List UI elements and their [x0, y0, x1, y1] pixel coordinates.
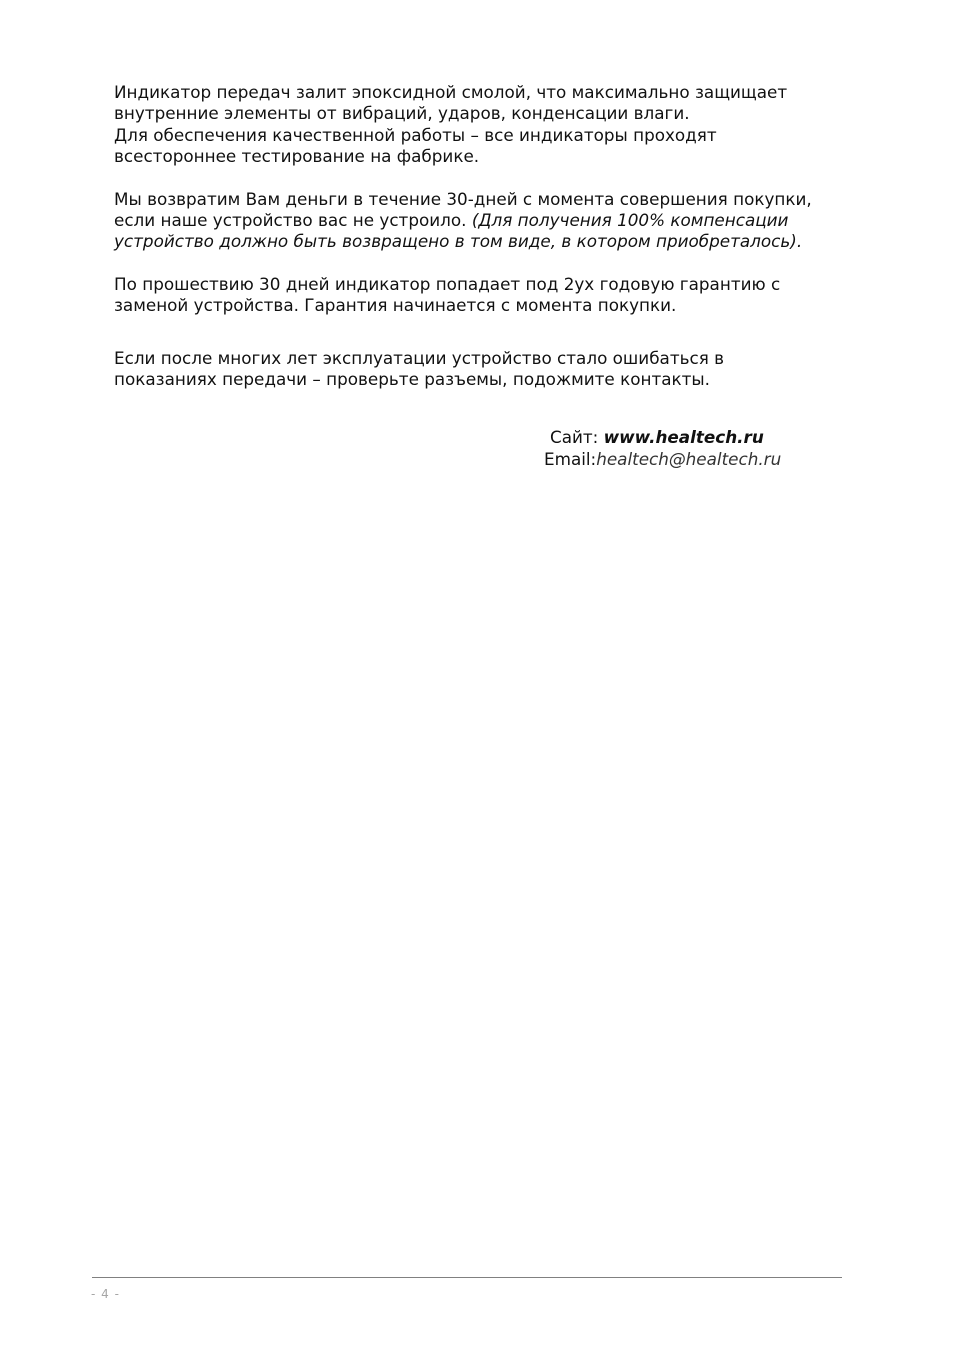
paragraph-warranty — [114, 274, 854, 317]
page-number: - 4 - — [91, 1287, 120, 1301]
body-text — [114, 82, 854, 390]
footer-divider — [92, 1277, 842, 1278]
text-line: Мы возвратим Вам деньги в течение 30-дней с момента совершения покупки, — [114, 188, 812, 209]
email-label: Email: — [544, 449, 597, 469]
contact-block — [540, 426, 840, 470]
site-label: Сайт: — [550, 427, 604, 447]
text-line: По прошествию 30 дней индикатор попадает под 2ух годовую гарантию с — [114, 273, 781, 294]
text-line: Индикатор передач залит эпоксидной смолой, что максимально защищает — [114, 82, 788, 102]
refund-note: (Для получения 100% компенсации — [471, 210, 789, 231]
refund-note: устройство должно быть возвращено в том виде, в котором приобреталось). — [114, 231, 803, 252]
site-row — [540, 426, 840, 448]
text-line: внутренние элементы от вибраций, ударов, конденсации влаги. — [114, 103, 690, 124]
paragraph-epoxy — [114, 82, 854, 168]
email-link[interactable]: healtech@healtech.ru — [596, 449, 782, 469]
text-line: показаниях передачи – проверьте разъемы, подожмите контакты. — [114, 369, 710, 390]
text-line: если наше устройство вас не устроило. — [114, 210, 472, 231]
paragraph-refund — [114, 189, 854, 253]
text-line: заменой устройства. Гарантия начинается с момента покупки. — [114, 295, 677, 316]
paragraph-troubleshooting — [114, 348, 854, 391]
text-line: Если после многих лет эксплуатации устройство стало ошибаться в — [114, 347, 725, 368]
site-link[interactable]: www.healtech.ru — [603, 427, 764, 447]
text-line: всестороннее тестирование на фабрике. — [114, 146, 480, 167]
email-row — [540, 448, 840, 470]
text-line: Для обеспечения качественной работы – все индикаторы проходят — [114, 124, 717, 145]
